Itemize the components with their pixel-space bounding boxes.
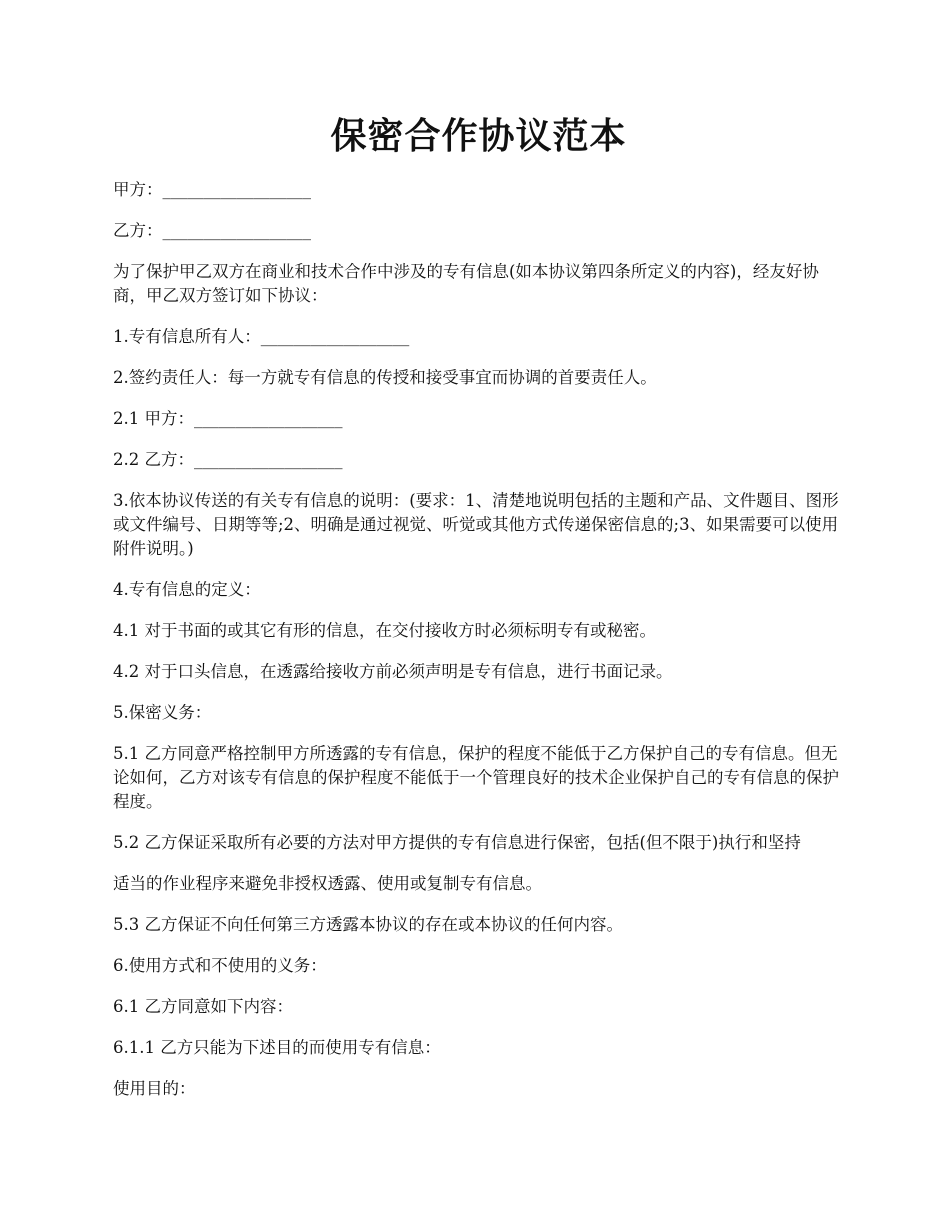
clause-5-3: 5.3 乙方保证不向任何第三方透露本协议的存在或本协议的任何内容。 xyxy=(113,915,623,934)
document-title: 保密合作协议范本 xyxy=(330,115,627,157)
clause-2-1: 2.1 甲方：__________________ xyxy=(113,409,343,428)
usage-purpose-line: 使用目的： xyxy=(113,1079,196,1098)
clause-3: 3.依本协议传送的有关专有信息的说明：(要求：1、清楚地说明包括的主题和产品、文件题目、图形或文件编号、日期等等;2、明确是通过视觉、听觉或其他方式传递保密信息的;3、如果需要可以使用附件说明。) xyxy=(113,491,839,558)
clause-4-2: 4.2 对于口头信息，在透露给接收方前必须声明是专有信息，进行书面记录。 xyxy=(113,662,673,681)
party-a-line: 甲方：__________________ xyxy=(113,180,311,199)
party-b-line: 乙方：__________________ xyxy=(113,221,311,240)
preamble-paragraph: 为了保护甲乙双方在商业和技术合作中涉及的专有信息(如本协议第四条所定义的内容)，经友好协商，甲乙双方签订如下协议： xyxy=(113,262,819,305)
document-body xyxy=(113,178,840,1101)
clause-5-2-continued: 适当的作业程序来避免非授权透露、使用或复制专有信息。 xyxy=(113,874,542,893)
clause-6-1-1: 6.1.1 乙方只能为下述目的而使用专有信息： xyxy=(113,1038,441,1057)
clause-4-1: 4.1 对于书面的或其它有形的信息，在交付接收方时必须标明专有或秘密。 xyxy=(113,621,656,640)
clause-1: 1.专有信息所有人：__________________ xyxy=(113,327,410,346)
clause-6-1: 6.1 乙方同意如下内容： xyxy=(113,997,293,1016)
clause-2: 2.签约责任人：每一方就专有信息的传授和接受事宜而协调的首要责任人。 xyxy=(113,368,657,387)
clause-6: 6.使用方式和不使用的义务： xyxy=(113,956,327,975)
clause-5-2: 5.2 乙方保证采取所有必要的方法对甲方提供的专有信息进行保密，包括(但不限于)执行和坚持 xyxy=(113,833,801,852)
clause-2-2: 2.2 乙方：__________________ xyxy=(113,450,343,469)
clause-4: 4.专有信息的定义： xyxy=(113,580,261,599)
clause-5: 5.保密义务： xyxy=(113,703,212,722)
clause-5-1: 5.1 乙方同意严格控制甲方所透露的专有信息，保护的程度不能低于乙方保护自己的专有信息。但无论如何，乙方对该专有信息的保护程度不能低于一个管理良好的技术企业保护自己的专有信息的保护程度。 xyxy=(113,744,839,811)
